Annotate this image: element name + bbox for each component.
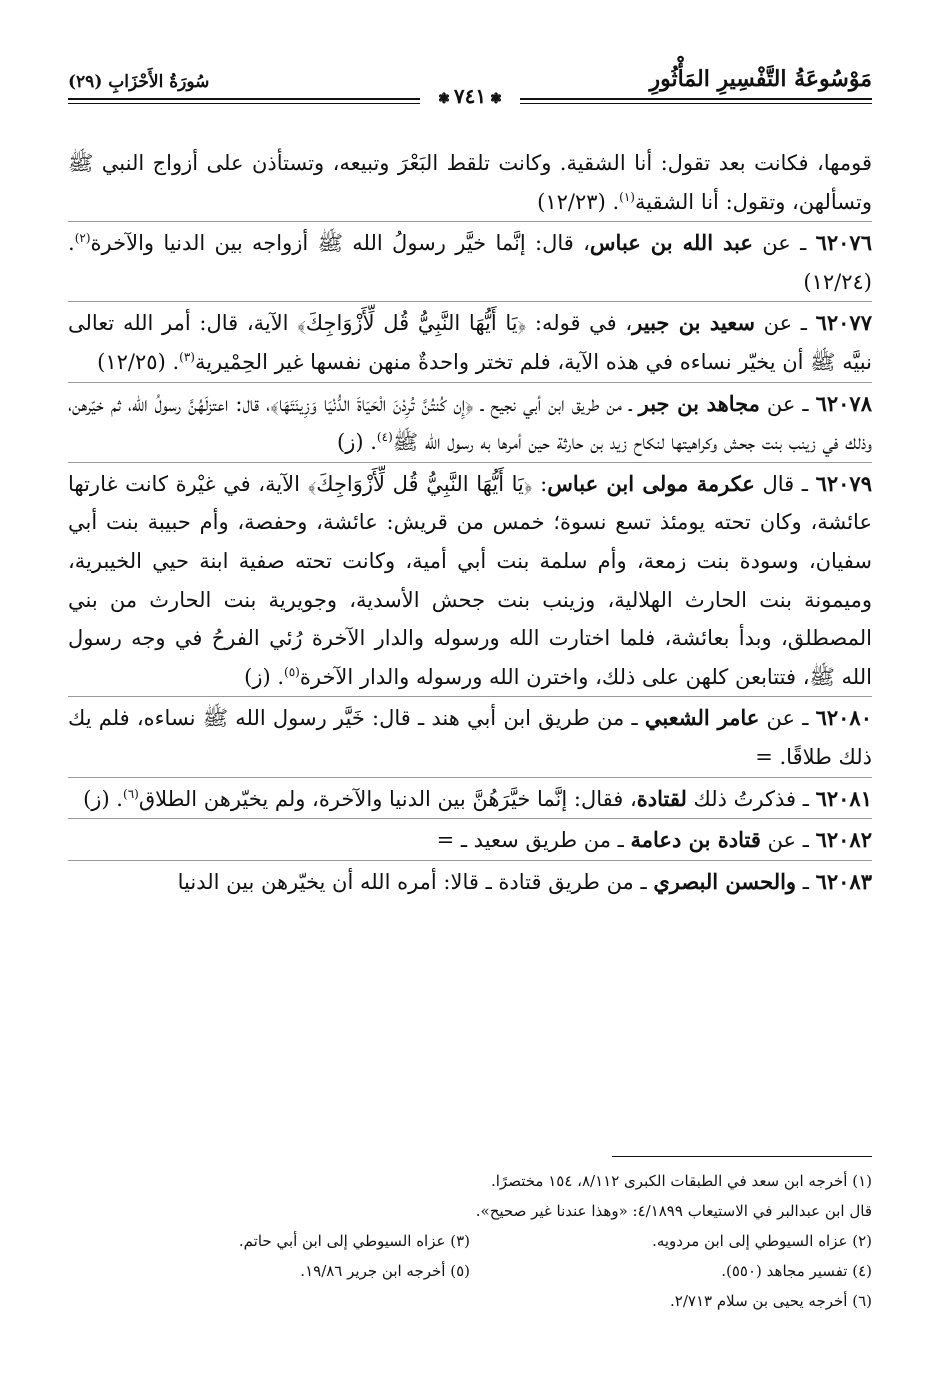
paragraph bbox=[68, 462, 872, 697]
paragraph-text: ـ من طريق ابن أبي هند ـ قال: خَيَّر رسول الله ﷺ نساءه، فلم يك ذلك طلاقًا. = bbox=[68, 706, 872, 769]
footnote: (٢) عزاه السيوطي إلى ابن مردويه. bbox=[652, 1232, 872, 1250]
footnote-ref: (٢) bbox=[74, 231, 91, 246]
document-page bbox=[68, 58, 872, 1328]
narrator-name: قتادة بن دعامة bbox=[630, 827, 761, 853]
footnote-row bbox=[68, 1226, 872, 1256]
book-title: مَوْسُوعَةُ التَّفْسِيرِ المَأْثُورِ bbox=[649, 66, 872, 92]
footnote: (٥) أخرجه ابن جرير ١٩/٨٦. bbox=[300, 1262, 470, 1280]
connector: ـ bbox=[796, 869, 816, 894]
paragraph-text: قومها، فكانت بعد تقول: أنا الشقية. وكانت تلقط البَعْرَ وتبيعه، وتستأذن على أزواج النبي ﷺ وتسألهن، وتقول: أنا الشقية bbox=[68, 151, 872, 214]
entry-number: ٦٢٠٨١ bbox=[815, 785, 872, 811]
narrator-name: لقتادة bbox=[636, 785, 687, 811]
footnote-ref: (١) bbox=[619, 189, 635, 204]
paragraph bbox=[68, 382, 872, 462]
page-number-block bbox=[68, 84, 872, 108]
footnote-ref: (٣) bbox=[179, 349, 195, 364]
entry-number: ٦٢٠٧٧ bbox=[815, 310, 872, 336]
footnote: قال ابن عبدالبر في الاستيعاب ٤/١٨٩٩: «وهذا عندنا غير صحيح». bbox=[475, 1202, 872, 1220]
page-number: ٧٤١ bbox=[453, 84, 487, 108]
page-header bbox=[68, 58, 872, 108]
connector: ـ عن bbox=[759, 391, 816, 416]
paragraph-text: ـ من طريق ابن أبي نجيح ـ ﴿إِن كُنتُنَّ تُرِدْنَ الْحَيَاةَ الدُّنْيَا وَزِينَتَهَا﴾، قال: اعتزلَهُنَّ رسولُ الله، ثم خيّرهن، وذلك في زينب بنت جحش وكراهيتها لنكاح زيد بن حارثة حين أمرها به رسول الله ﷺ bbox=[68, 391, 872, 455]
narrator-name: عكرمة مولى ابن عباس bbox=[547, 470, 755, 496]
narrator-name: مجاهد بن جبر bbox=[638, 390, 760, 416]
entry-number: ٦٢٠٨٢ bbox=[815, 827, 872, 853]
footnote: (١) أخرجه ابن سعد في الطبقات الكبرى ٨/١١٢، ١٥٤ مختصرًا. bbox=[490, 1172, 872, 1190]
paragraph-text: ، في قوله: ﴿يَا أَيُّهَا النَّبِيُّ قُل لِّأَزْوَاجِكَ﴾ الآية، قال: أمر الله تعالى نبيَّه ﷺ أن يخيّر نساءه في هذه الآية، فلم تختر واحدةٌ منهن نفسها غير الحِمْيرية bbox=[68, 311, 872, 374]
paragraph-ref: . (ز) bbox=[337, 430, 377, 455]
surah-label: سُورَةُ الأَحْزَابِ (٢٩) bbox=[68, 72, 210, 92]
footnote: (٣) عزاه السيوطي إلى ابن أبي حاتم. bbox=[238, 1232, 470, 1250]
connector: ـ فذكرتُ ذلك bbox=[686, 786, 816, 811]
paragraph bbox=[68, 777, 872, 819]
entry-number: ٦٢٠٧٦ bbox=[815, 230, 872, 256]
ornament-icon: ❃ bbox=[438, 91, 450, 107]
footnote: (٦) أخرجه يحيى بن سلام ٢/٧١٣. bbox=[670, 1292, 872, 1310]
narrator-name: والحسن البصري bbox=[653, 868, 797, 894]
footnote-ref: (٥) bbox=[284, 664, 300, 679]
footnote-ref: (٤) bbox=[376, 430, 393, 445]
paragraph-ref: . (ز) bbox=[83, 786, 123, 811]
paragraph bbox=[68, 144, 872, 221]
footnotes bbox=[68, 1166, 872, 1316]
footnote-ref: (٦) bbox=[123, 786, 139, 801]
paragraph-text: : ﴿يَا أَيُّهَا النَّبِيُّ قُل لِّأَزْوَاجِكَ﴾ الآية، في غيْرة كانت غارتها عائشة، وكان تحته يومئذ تسع نسوة؛ خمس من قريش: عائشة، وحفصة، وأم حبيبة بنت أبي سفيان، وسودة بنت زمعة، وأم سلمة بنت أبي أمية، وكانت تحته صفية ابنة حيي الخيبرية، وميمونة بنت الحارث الهلالية، وزينب بنت جحش الأسدية، وجويرية بنت الحارث من بني المصطلق، وبدأ بعائشة، فلما اختارت الله ورسوله والدار الآخرة رُئي الفرحُ في وجه رسول الله ﷺ، فتتابعن كلهن على ذلك، واخترن الله ورسوله والدار الآخرة bbox=[68, 471, 872, 689]
paragraph bbox=[68, 860, 872, 902]
entry-number: ٦٢٠٨٣ bbox=[815, 868, 872, 894]
paragraph bbox=[68, 301, 872, 381]
paragraph bbox=[68, 696, 872, 776]
narrator-name: سعيد بن جبير bbox=[632, 310, 755, 336]
footnote-row bbox=[68, 1256, 872, 1286]
paragraph bbox=[68, 221, 872, 301]
connector: ـ عن bbox=[759, 706, 816, 731]
connector: ـ عن bbox=[754, 311, 816, 336]
ornament-icon: ❃ bbox=[490, 91, 502, 107]
connector: ـ عن bbox=[760, 828, 816, 853]
page-number-wrap bbox=[420, 84, 520, 108]
paragraph-text: ـ من طريق قتادة ـ قالا: أمره الله أن يخيّرهن بين الدنيا bbox=[177, 869, 654, 894]
paragraph-ref: . (١٢/٢٣) bbox=[537, 189, 620, 214]
connector: ـ قال bbox=[754, 471, 816, 496]
entry-number: ٦٢٠٧٩ bbox=[815, 470, 872, 496]
main-text bbox=[68, 144, 872, 901]
paragraph-text: ، فقال: إنَّما خيَّرَهُنَّ بين الدنيا والآخرة، ولم يخيّرهن الطلاق bbox=[138, 786, 637, 811]
footnote: (٤) تفسير مجاهد (٥٥٠). bbox=[721, 1262, 872, 1280]
paragraph bbox=[68, 818, 872, 860]
narrator-name: عامر الشعبي bbox=[644, 705, 760, 731]
entry-number: ٦٢٠٨٠ bbox=[815, 705, 872, 731]
connector: ـ عن bbox=[752, 231, 816, 256]
footnote-separator bbox=[612, 1156, 872, 1157]
paragraph-ref: . (ز) bbox=[244, 664, 285, 689]
entry-number: ٦٢٠٧٨ bbox=[815, 390, 872, 416]
narrator-name: عبد الله بن عباس bbox=[589, 230, 753, 256]
paragraph-ref: . (١٢/٢٤) bbox=[68, 231, 872, 294]
paragraph-text: ، قال: إنَّما خيَّر رسولُ الله ﷺ أزواجه بين الدنيا والآخرة bbox=[90, 231, 590, 256]
paragraph-ref: . (١٢/٢٥) bbox=[97, 349, 180, 374]
paragraph-text: ـ من طريق سعيد ـ = bbox=[436, 828, 631, 853]
